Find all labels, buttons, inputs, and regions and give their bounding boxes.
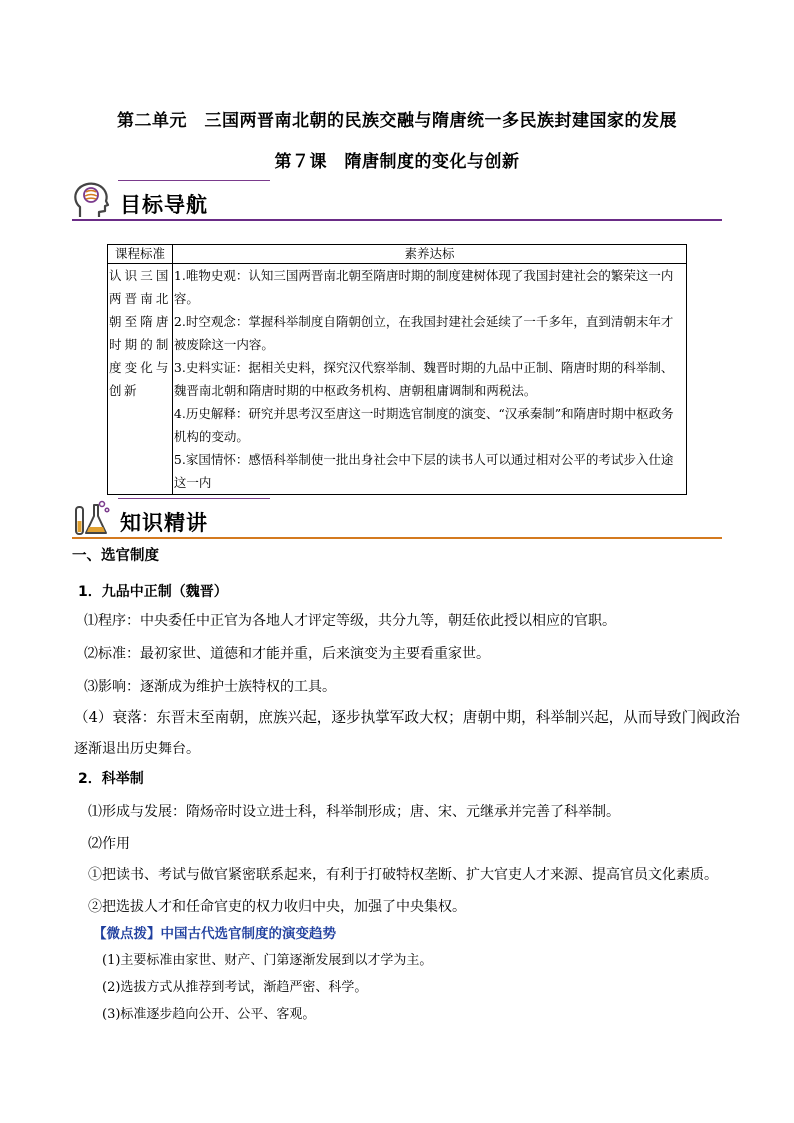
literacy-item: 1.唯物史观：认知三国两晋南北朝至隋唐时期的制度建树体现了我国封建社会的繁荣这一内容。 xyxy=(173,268,674,306)
table-header-cell: 课程标准 xyxy=(108,245,173,264)
paragraph: ⑶影响：逐渐成为维护士族特权的工具。 xyxy=(84,679,336,695)
literacy-item: 4.历史解释：研究并思考汉至唐这一时期选官制度的演变、“汉承秦制”和隋唐时期中枢政务机构的变动。 xyxy=(173,406,674,444)
paragraph: ⑵作用 xyxy=(88,836,130,852)
table-header-cell: 素养达标 xyxy=(172,245,686,264)
paragraph: ⑴形成与发展：隋炀帝时设立进士科，科举制形成；唐、宋、元继承并完善了科举制。 xyxy=(88,804,620,820)
standards-table xyxy=(107,244,687,495)
tip-item: (3)标准逐步趋向公开、公平、客观。 xyxy=(102,1007,316,1022)
section-bottom-line xyxy=(72,219,722,221)
unit-title: 第二单元 三国两晋南北朝的民族交融与隋唐统一多民族封建国家的发展 xyxy=(117,111,677,131)
section-top-line xyxy=(118,498,270,499)
section-goals-header xyxy=(72,180,722,222)
standard-cell: 认识三国两晋南北朝至隋唐时期的制度变化与创新 xyxy=(108,264,173,495)
tip-title: 【微点拨】中国古代选官制度的演变趋势 xyxy=(93,926,336,942)
literacy-cell xyxy=(172,264,686,495)
head-brain-icon xyxy=(72,181,112,219)
section-bottom-line xyxy=(72,537,722,539)
literacy-item: 2.时空观念：掌握科举制度自隋朝创立，在我国封建社会延续了一千多年，直到清朝末年才被废除这一内容。 xyxy=(173,314,674,352)
lab-flask-icon xyxy=(72,499,112,537)
table-row xyxy=(108,264,687,495)
paragraph: （4）衰落：东晋末至南朝，庶族兴起，逐步执掌军政大权；唐朝中期，科举制兴起，从而导致门阀政治 xyxy=(74,709,741,726)
section-goals-title: 目标导航 xyxy=(120,193,208,217)
paragraph: 逐渐退出历史舞台。 xyxy=(74,741,200,757)
tip-item: (2)选拔方式从推荐到考试，渐趋严密、科学。 xyxy=(102,980,368,995)
subheading-nine-rank: 1．九品中正制（魏晋） xyxy=(78,584,228,600)
tip-item: (1)主要标准由家世、财产、门第逐渐发展到以才学为主。 xyxy=(102,953,433,968)
literacy-item: 5.家国情怀：感悟科举制使一批出身社会中下层的读书人可以通过相对公平的考试步入仕途这一内 xyxy=(173,452,674,490)
paragraph: ①把读书、考试与做官紧密联系起来，有利于打破特权垄断、扩大官吏人才来源、提高官员文化素质。 xyxy=(88,867,718,883)
paragraph: ⑴程序：中央委任中正官为各地人才评定等级，共分九等，朝廷依此授以相应的官职。 xyxy=(84,613,616,629)
paragraph: ⑵标准：最初家世、道德和才能并重，后来演变为主要看重家世。 xyxy=(84,646,490,662)
section-knowledge-title: 知识精讲 xyxy=(120,511,208,535)
heading-selection-system: 一、选官制度 xyxy=(72,548,159,564)
section-knowledge-header xyxy=(72,498,722,540)
subheading-imperial-exam: 2．科举制 xyxy=(78,771,144,787)
literacy-item: 3.史料实证：据相关史料，探究汉代察举制、魏晋时期的九品中正制、隋唐时期的科举制、魏晋南北朝和隋唐时期的中枢政务机构、唐朝租庸调制和两税法。 xyxy=(173,360,674,398)
paragraph: ②把选拔人才和任命官吏的权力收归中央，加强了中央集权。 xyxy=(88,899,466,915)
table-header-row xyxy=(108,245,687,264)
lesson-title: 第７课 隋唐制度的变化与创新 xyxy=(274,152,520,172)
section-top-line xyxy=(118,180,270,181)
